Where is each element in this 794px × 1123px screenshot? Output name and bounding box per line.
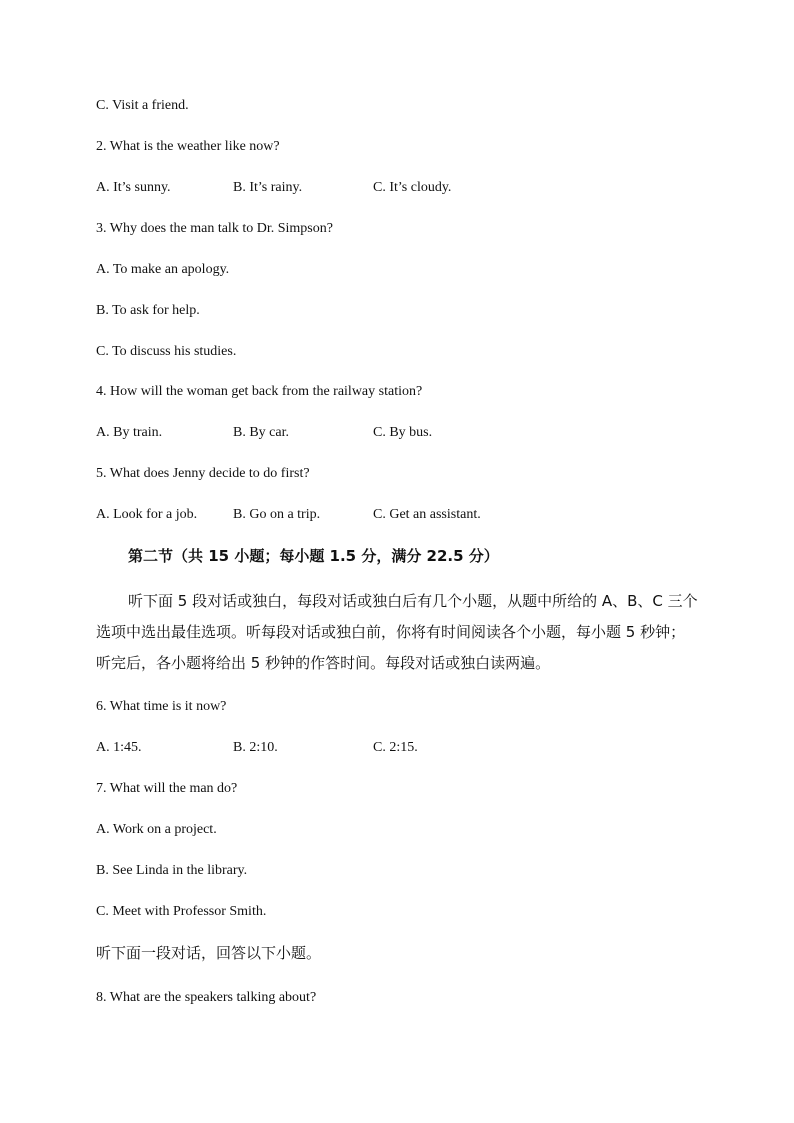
q6-option-a: A. 1:45. [96,740,142,755]
q7-option-c: C. Meet with Professor Smith. [96,904,267,919]
q6-option-b: B. 2:10. [233,740,278,755]
q5-option-b: B. Go on a trip. [233,507,321,522]
q6-option-c: C. 2:15. [373,740,418,755]
q4-option-a: A. By train. [96,425,163,440]
q5-option-a: A. Look for a job. [96,507,198,522]
q1-option-c: C. Visit a friend. [96,98,189,113]
question-4: 4. How will the woman get back from the railway station? [96,384,423,399]
q7-option-b: B. See Linda in the library. [96,863,248,878]
q4-option-b: B. By car. [233,425,289,440]
q3-option-c: C. To discuss his studies. [96,344,237,359]
question-2: 2. What is the weather like now? [96,139,280,154]
question-6: 6. What time is it now? [96,699,227,714]
dialog-intro: 听下面一段对话，回答以下小题。 [96,944,322,962]
question-3: 3. Why does the man talk to Dr. Simpson? [96,221,333,236]
q5-option-c: C. Get an assistant. [373,507,481,522]
section-heading: 第二节（共 15 小题；每小题 1.5 分，满分 22.5 分） [128,547,499,565]
q3-option-b: B. To ask for help. [96,303,200,318]
q2-option-c: C. It’s cloudy. [373,180,452,195]
question-7: 7. What will the man do? [96,781,238,796]
q3-option-a: A. To make an apology. [96,262,230,277]
q2-option-b: B. It’s rainy. [233,180,303,195]
q2-option-a: A. It’s sunny. [96,180,171,195]
q7-option-a: A. Work on a project. [96,822,217,837]
q4-option-c: C. By bus. [373,425,433,440]
question-5: 5. What does Jenny decide to do first? [96,466,310,481]
question-8: 8. What are the speakers talking about? [96,990,317,1005]
section-instructions: 听下面 5 段对话或独白，每段对话或独白后有几个小题，从题中所给的 A、B、C 三个选项中选出最佳选项。听每段对话或独白前，你将有时间阅读各个小题，每小题 5 秒钟；听完后，各小题将给出 5 秒钟的作答时间。每段对话或独白读两遍。 [96,592,698,672]
